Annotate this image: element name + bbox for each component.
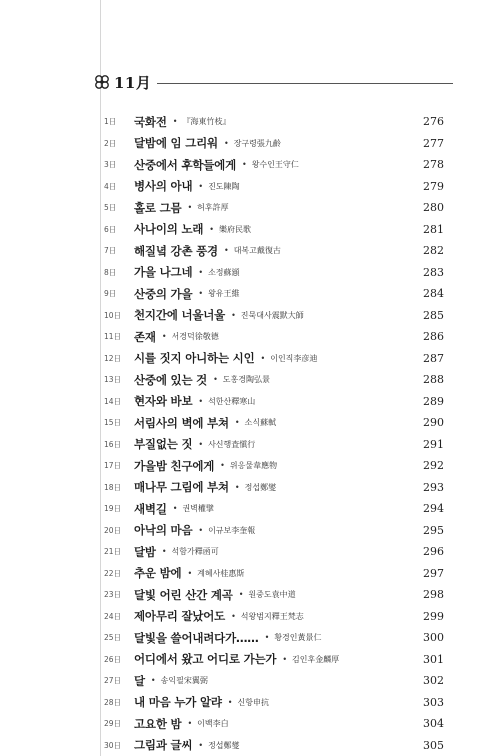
entry-title: 산중에 있는 것: [134, 372, 208, 387]
entry-title: 현자와 바보: [134, 394, 193, 409]
entry-day: 17日: [104, 461, 122, 471]
entry-author: 석한산釋寒山: [208, 396, 256, 406]
entry-author: 진도陳陶: [208, 181, 240, 191]
entry-page-number: 282: [423, 244, 444, 258]
entry-day: 1日: [104, 117, 117, 127]
entry-title: 달: [134, 673, 145, 688]
entry-author: 석왕범지釋王梵志: [240, 611, 304, 621]
entry-day: 18日: [104, 482, 122, 492]
entry-title: 국화전: [134, 114, 167, 129]
entry-author: 사신행査愼行: [208, 439, 256, 449]
entry-day: 12日: [104, 353, 122, 363]
bullet-dot-icon: •: [198, 740, 204, 750]
toc-entry: [104, 520, 444, 542]
entry-author: 대복고戴復古: [233, 246, 281, 256]
entry-page-number: 284: [423, 287, 444, 301]
month-header: [93, 71, 453, 93]
entry-page-number: 288: [423, 373, 444, 387]
entry-title: 천지간에 너울너울: [134, 308, 226, 323]
bullet-dot-icon: •: [223, 246, 229, 256]
entry-author: 이규보李奎報: [208, 525, 256, 535]
entry-title: 해질녘 강촌 풍경: [134, 243, 218, 258]
bullet-dot-icon: •: [213, 375, 218, 385]
table-of-contents: [104, 111, 444, 756]
toc-entry: [104, 584, 444, 606]
entry-page-number: 276: [423, 115, 444, 129]
month-title: 11月: [114, 73, 152, 92]
bullet-dot-icon: •: [209, 224, 214, 234]
entry-title: 산중의 가을: [134, 286, 193, 301]
entry-author: 이인직李彦迪: [270, 353, 318, 363]
bullet-dot-icon: •: [172, 504, 178, 514]
entry-title: 달밤: [134, 544, 156, 559]
entry-title: 달빛을 쓸어내려다가……: [134, 630, 259, 645]
bullet-dot-icon: •: [161, 332, 167, 342]
toc-entry: [104, 627, 444, 649]
toc-entry: [104, 154, 444, 176]
toc-entry: [104, 219, 444, 241]
toc-entry: [104, 133, 444, 155]
entry-day: 16日: [104, 439, 122, 449]
toc-entry: [104, 348, 444, 370]
entry-title: 서림사의 벽에 부쳐: [134, 415, 229, 430]
toc-entry: [104, 412, 444, 434]
toc-entry: [104, 111, 444, 133]
entry-page-number: 285: [423, 308, 444, 322]
bullet-dot-icon: •: [198, 181, 204, 191]
entry-page-number: 305: [423, 738, 444, 752]
entry-page-number: 301: [423, 652, 444, 666]
toc-entry: [104, 305, 444, 327]
entry-author: 도홍경陶弘景: [222, 375, 270, 385]
entry-page-number: 279: [423, 179, 444, 193]
entry-author: 김인후金麟厚: [292, 654, 340, 664]
bullet-dot-icon: •: [198, 289, 204, 299]
bullet-dot-icon: •: [264, 633, 270, 643]
bullet-dot-icon: •: [187, 719, 193, 729]
toc-entry: [104, 477, 444, 499]
entry-day: 13日: [104, 375, 122, 385]
entry-title: 산중에서 후학들에게: [134, 157, 236, 172]
entry-day: 29日: [104, 719, 122, 729]
entry-day: 21日: [104, 547, 122, 557]
entry-author: 樂府民歌: [218, 224, 251, 234]
entry-day: 6日: [104, 224, 117, 234]
entry-title: 매나무 그림에 부쳐: [134, 480, 229, 495]
entry-page-number: 280: [423, 201, 444, 215]
entry-page-number: 291: [423, 437, 444, 451]
bullet-dot-icon: •: [161, 547, 167, 557]
toc-entry: [104, 262, 444, 284]
entry-page-number: 292: [423, 459, 444, 473]
entry-page-number: 293: [423, 480, 444, 494]
entry-title: 병사의 아내: [134, 179, 193, 194]
entry-author: 진묵대사震默大師: [240, 310, 304, 320]
entry-page-number: 299: [423, 609, 444, 623]
entry-page-number: 278: [423, 158, 444, 172]
entry-page-number: 290: [423, 416, 444, 430]
entry-author: 장구령張九齡: [233, 138, 281, 148]
entry-day: 5日: [104, 203, 117, 213]
entry-page-number: 289: [423, 394, 444, 408]
entry-author: 석함가釋函可: [171, 547, 219, 557]
bullet-dot-icon: •: [198, 396, 204, 406]
bullet-dot-icon: •: [150, 676, 156, 686]
entry-author: 송익필宋翼弼: [160, 676, 208, 686]
bullet-dot-icon: •: [187, 203, 193, 213]
entry-author: 서경덕徐敬德: [171, 332, 219, 342]
entry-day: 4日: [104, 181, 117, 191]
entry-author: 위응물韋應物: [229, 461, 278, 471]
toc-entry: [104, 541, 444, 563]
entry-day: 23日: [104, 590, 122, 600]
toc-entry: [104, 692, 444, 714]
entry-author: 정섭鄭燮: [244, 482, 277, 492]
entry-title: 추운 밤에: [134, 566, 182, 581]
bullet-dot-icon: •: [187, 568, 193, 578]
bullet-dot-icon: •: [198, 267, 204, 277]
toc-entry: [104, 197, 444, 219]
entry-title: 홀로 그믐: [134, 200, 182, 215]
entry-day: 28日: [104, 697, 122, 707]
entry-title: 새벽길: [134, 501, 167, 516]
entry-title: 그림과 글씨: [134, 738, 193, 753]
entry-title: 존재: [134, 329, 156, 344]
bullet-dot-icon: •: [172, 117, 178, 127]
margin-rule: [100, 0, 101, 756]
entry-title: 달밤에 임 그리워: [134, 136, 218, 151]
entry-page-number: 294: [423, 502, 444, 516]
entry-title: 고요한 밤: [134, 716, 182, 731]
entry-author: 원중도袁中道: [248, 590, 296, 600]
entry-day: 8日: [104, 267, 117, 277]
entry-page-number: 297: [423, 566, 444, 580]
entry-page-number: 281: [423, 222, 444, 236]
entry-author: 신항申抗: [237, 697, 269, 707]
bullet-dot-icon: •: [282, 654, 288, 664]
bullet-dot-icon: •: [227, 697, 233, 707]
entry-author: 권벽權擘: [182, 504, 214, 514]
toc-entry: [104, 283, 444, 305]
entry-day: 15日: [104, 418, 122, 428]
toc-entry: [104, 563, 444, 585]
toc-entry: [104, 649, 444, 671]
entry-page-number: 277: [423, 136, 444, 150]
entry-page-number: 287: [423, 351, 444, 365]
entry-title: 부질없는 짓: [134, 437, 193, 452]
bullet-dot-icon: •: [198, 525, 204, 535]
entry-day: 24日: [104, 611, 122, 621]
toc-entry: [104, 498, 444, 520]
entry-author: 소정蘇頲: [208, 267, 240, 277]
entry-day: 2日: [104, 138, 117, 148]
bullet-dot-icon: •: [260, 353, 266, 363]
bullet-dot-icon: •: [234, 418, 240, 428]
entry-title: 내 마음 누가 알랴: [134, 695, 222, 710]
bullet-dot-icon: •: [198, 439, 204, 449]
toc-entry: [104, 713, 444, 735]
entry-page-number: 283: [423, 265, 444, 279]
entry-page-number: 303: [423, 695, 444, 709]
toc-entry: [104, 434, 444, 456]
entry-day: 7日: [104, 246, 117, 256]
toc-entry: [104, 369, 444, 391]
entry-day: 9日: [104, 289, 117, 299]
toc-entry: [104, 326, 444, 348]
entry-author: 황경인黃景仁: [274, 633, 322, 643]
bullet-dot-icon: •: [231, 611, 236, 621]
entry-page-number: 286: [423, 330, 444, 344]
entry-day: 27日: [104, 676, 122, 686]
bullet-dot-icon: •: [234, 482, 240, 492]
toc-entry: [104, 176, 444, 198]
entry-author: 소식蘇軾: [244, 418, 277, 428]
entry-day: 25日: [104, 633, 122, 643]
entry-page-number: 300: [423, 631, 444, 645]
entry-page-number: 296: [423, 545, 444, 559]
entry-day: 22日: [104, 568, 122, 578]
toc-entry: [104, 735, 444, 756]
bullet-dot-icon: •: [220, 461, 225, 471]
bullet-dot-icon: •: [223, 138, 229, 148]
entry-title: 아낙의 마음: [134, 523, 193, 538]
entry-page-number: 298: [423, 588, 444, 602]
entry-day: 19日: [104, 504, 122, 514]
header-rule: [157, 83, 453, 84]
entry-title: 가을밤 친구에게: [134, 458, 215, 473]
bullet-dot-icon: •: [231, 310, 236, 320]
entry-day: 26日: [104, 654, 122, 664]
toc-entry: [104, 606, 444, 628]
entry-author: 정섭鄭燮: [208, 740, 240, 750]
entry-page-number: 302: [423, 674, 444, 688]
flower-ornament-icon: [93, 73, 111, 91]
entry-title: 제아무리 잘났어도: [134, 609, 226, 624]
toc-entry: [104, 240, 444, 262]
entry-author: 허후許厚: [197, 203, 229, 213]
toc-entry: [104, 670, 444, 692]
entry-day: 3日: [104, 160, 117, 170]
bullet-dot-icon: •: [238, 590, 244, 600]
entry-title: 어디에서 왔고 어디로 가는가: [134, 652, 277, 667]
entry-title: 달빛 어린 산간 계곡: [134, 587, 233, 602]
entry-author: 왕유王維: [208, 289, 240, 299]
entry-author: 『海東竹枝』: [182, 117, 231, 127]
toc-entry: [104, 455, 444, 477]
entry-title: 가을 나그네: [134, 265, 193, 280]
entry-day: 11日: [104, 332, 122, 342]
entry-page-number: 295: [423, 523, 444, 537]
bullet-dot-icon: •: [241, 160, 247, 170]
entry-day: 30日: [104, 740, 122, 750]
entry-author: 이백李白: [197, 719, 229, 729]
entry-day: 10日: [104, 310, 122, 320]
toc-entry: [104, 391, 444, 413]
entry-day: 20日: [104, 525, 122, 535]
entry-author: 왕수인王守仁: [251, 160, 299, 170]
entry-page-number: 304: [423, 717, 444, 731]
entry-author: 계혜사桂惠斯: [197, 568, 245, 578]
entry-day: 14日: [104, 396, 122, 406]
entry-title: 시를 짓지 아니하는 시인: [134, 351, 255, 366]
entry-title: 사나이의 노래: [134, 222, 204, 237]
